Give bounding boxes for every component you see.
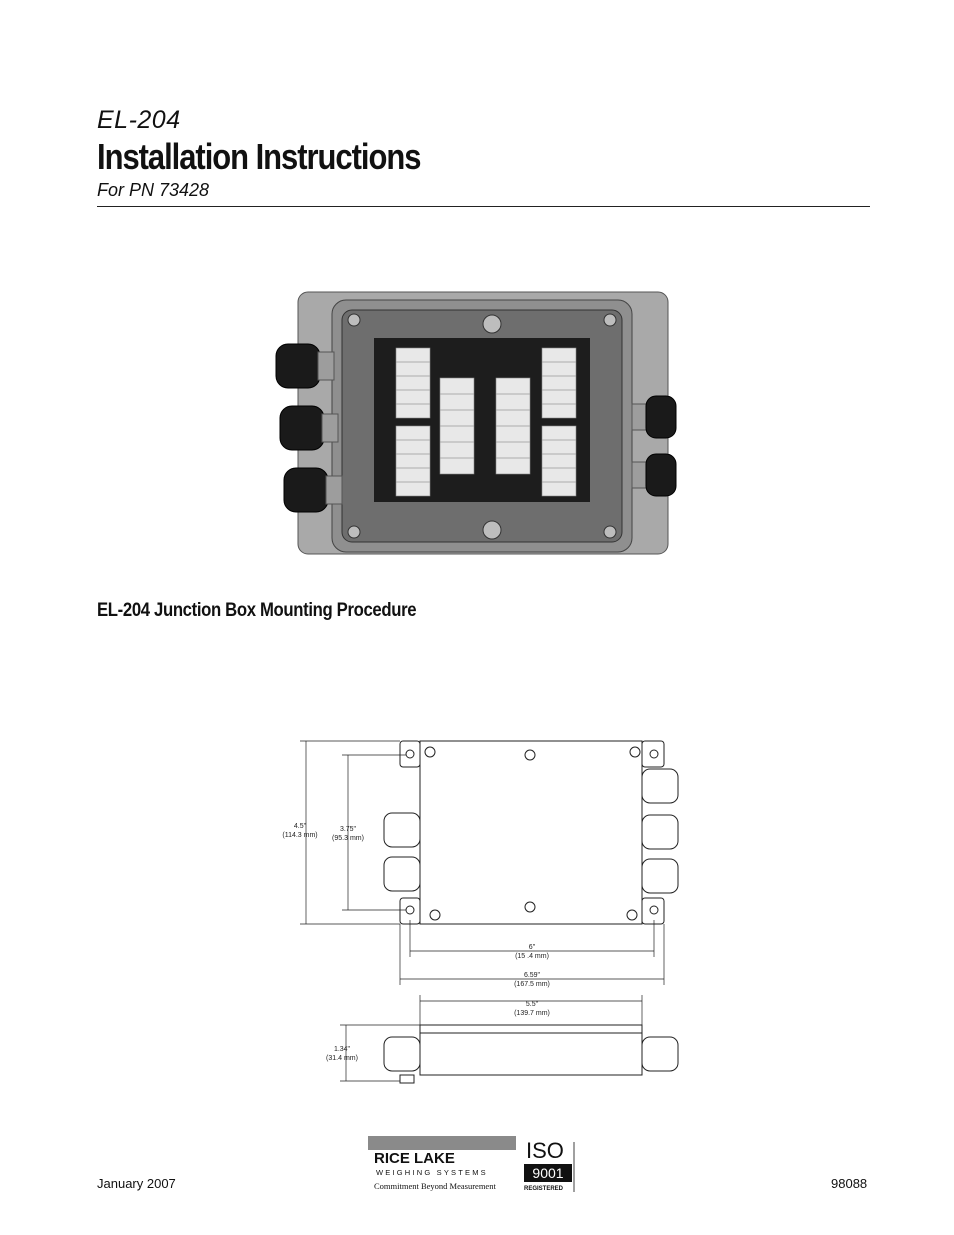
- iso-registered: REGISTERED: [524, 1186, 564, 1192]
- logo-tagline: Commitment Beyond Measurement: [374, 1181, 496, 1191]
- iso-mark: ISO: [526, 1138, 564, 1163]
- document-subtitle: For PN 73428: [97, 180, 210, 200]
- dim-depth: 1.34": [333, 1046, 351, 1053]
- header-rule: [97, 206, 870, 207]
- dim-width-body-mm: (139.7 mm): [514, 1010, 550, 1017]
- dim-width-body: 5.5": [525, 1001, 539, 1008]
- dimension-drawing: [280, 725, 680, 1090]
- logo-brand: RICE LAKE: [374, 1150, 455, 1167]
- dim-height-holes-mm: (95.3 mm): [332, 835, 364, 842]
- section-heading: EL-204 Junction Box Mounting Procedure: [97, 600, 417, 621]
- junction-box-photo: [270, 286, 680, 562]
- dim-height-overall: 4.5": [293, 823, 307, 830]
- footer-part-number: 98088: [831, 1176, 868, 1191]
- logo-brand-sub: WEIGHING SYSTEMS: [376, 1168, 488, 1177]
- model-name: EL-204: [97, 106, 181, 134]
- iso-number: 9001: [532, 1165, 564, 1181]
- rice-lake-logo: [368, 1132, 608, 1194]
- footer-date: January 2007: [97, 1176, 176, 1191]
- document-title: Installation Instructions: [97, 136, 421, 177]
- dim-width-overall-mm: (167.5 mm): [514, 981, 550, 988]
- dim-depth-mm: (31.4 mm): [326, 1055, 358, 1062]
- dim-width-holes-mm: (15 .4 mm): [515, 953, 549, 960]
- dim-height-overall-mm: (114.3 mm): [282, 832, 318, 839]
- dim-width-overall: 6.59": [523, 972, 541, 979]
- box-outline-top-view: [420, 741, 642, 924]
- dim-height-holes: 3.75": [339, 826, 357, 833]
- dim-width-holes: 6": [528, 944, 536, 951]
